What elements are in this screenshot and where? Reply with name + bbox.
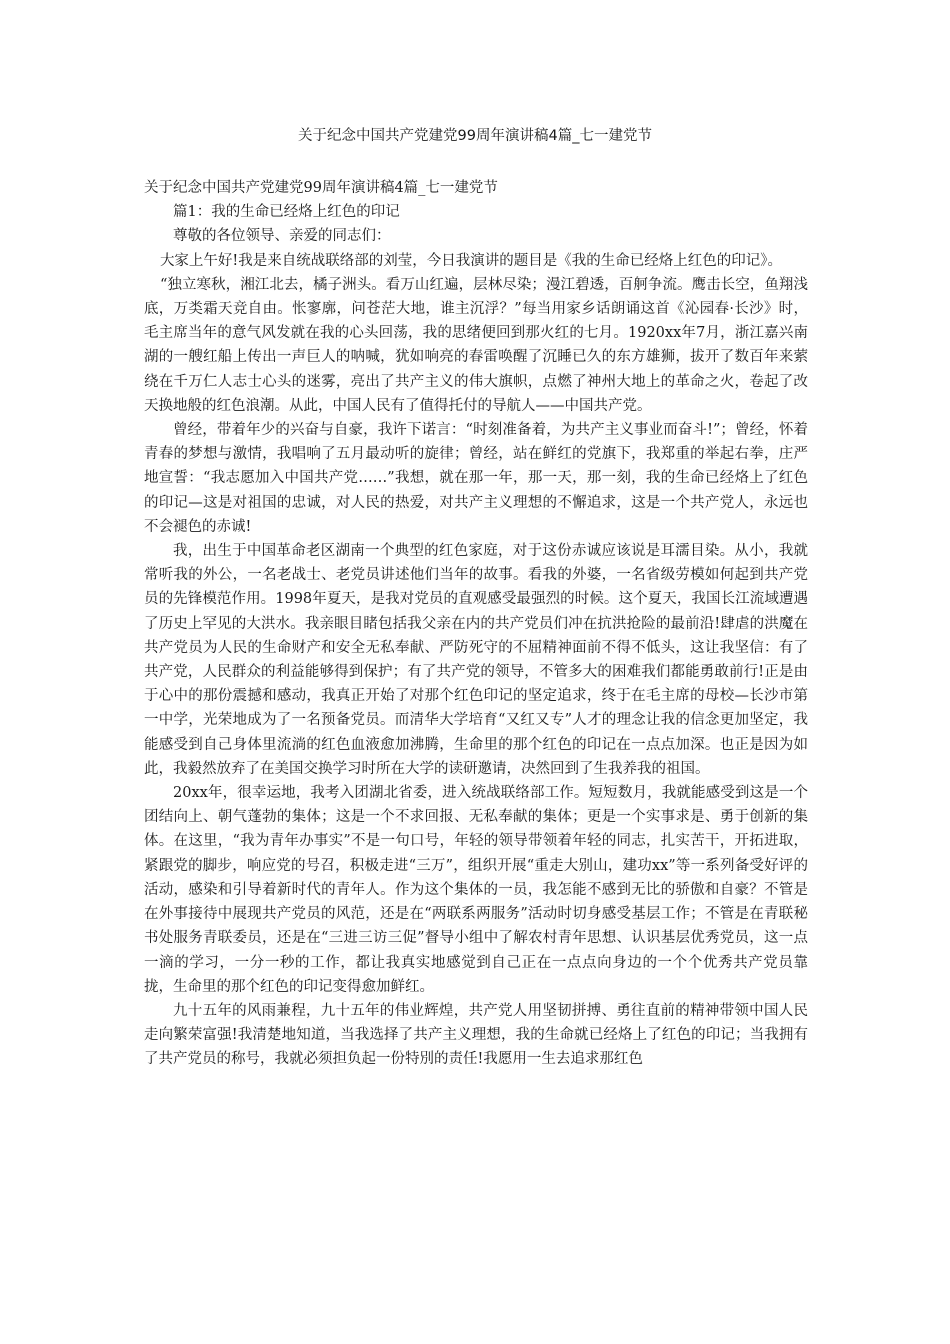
paragraph: 九十五年的风雨兼程，九十五年的伟业辉煌，共产党人用坚韧拼搏、勇往直前的精神带领中国人民走向繁荣富强!我清楚地知道，当我选择了共产主义理想，我的生命就已经烙上了红色的印记；当我拥有了共产党员的称号，我就必须担负起一份特別的责任!我愿用一生去追求那红色 xyxy=(144,1002,808,1068)
paragraph: 曾经，带着年少的兴奋与自豪，我许下诺言：“时刻准备着，为共产主义事业而奋斗!”；曾经，怀着青春的梦想与激情，我唱响了五月最动听的旋律；曾经，站在鲜红的党旗下，我郑重的举起右拳，庄严地宣誓：“我志愿加入中国共产党……”我想，就在那一年，那一天，那一刻，我的生命已经烙上了红色的印记—这是对祖国的忠诚，对人民的热爱，对共产主义理想的不懈追求，这是一个共产党人，永远也不会褪色的赤诚! xyxy=(144,422,808,535)
document-body xyxy=(144,176,808,1072)
salutation: 尊敬的各位领导、亲爱的同志们： xyxy=(173,228,391,245)
paragraph: 我，出生于中国革命老区湖南一个典型的红色家庭，对于这份赤诚应该说是耳濡目染。从小，我就常听我的外公，一名老战士、老党员讲述他们当年的故事。看我的外婆，一名省级劳模如何起到共产党员的先锋模范作用。1998年夏天，是我对党员的直观感受最强烈的时候。这个夏天，我国长江流域遭遇了历史上罕见的大洪水。我亲眼目睹包括我父亲在内的共产党员们冲在抗洪抢险的最前沿!肆虐的洪魔在共产党员为人民的生命财产和安全无私奉献、严防死守的不屈精神面前不得不低头，这让我坚信：有了共产党，人民群众的利益能够得到保护；有了共产党的领导，不管多大的困难我们都能勇敢前行!正是由于心中的那份震撼和感动，我真正开始了对那个红色印记的坚定追求，终于在毛主席的母校—长沙市第一中学，光荣地成为了一名预备党员。而清华大学培育“又红又专”人才的理念让我的信念更加坚定，我能感受到自己身体里流淌的红色血液愈加沸腾，生命里的那个红色的印记在一点点加深。也正是因为如此，我毅然放弃了在美国交换学习时所在大学的读研邀请，决然回到了生我养我的祖国。 xyxy=(144,543,808,777)
paragraph: “独立寒秋，湘江北去，橘子洲头。看万山红遍，层林尽染；漫江碧透，百舸争流。鹰击长空，鱼翔浅底，万类霜天竞自由。怅寥廓，问苍茫大地，谁主沉浮？”每当用家乡话朗诵这首《沁园春·长沙》时，毛主席当年的意气风发就在我的心头回荡，我的思绪便回到那火红的七月。1920xx年7月，浙江嘉兴南湖的一艘红船上传出一声巨人的呐喊，犹如响亮的春雷唤醒了沉睡已久的东方雄狮，拔开了数百年来萦绕在千万仁人志士心头的迷雾，亮出了共产主义的伟大旗帜，点燃了神州大地上的革命之火，卷起了改天换地般的红色浪潮。从此，中国人民有了值得托付的导航人——中国共产党。 xyxy=(144,276,808,414)
paragraph: 20xx年，很幸运地，我考入团湖北省委，进入统战联络部工作。短短数月，我就能感受到这是一个团结向上、朝气蓬勃的集体；这是一个不求回报、无私奉献的集体；更是一个实事求是、勇于创新的集体。在这里，“我为青年办事实”不是一句口号，年轻的领导带领着年轻的同志，扎实苦干，开拓进取，紧跟党的脚步，响应党的号召，积极走进“三万”，组织开展“重走大别山，建功xx”等一系列备受好评的活动，感染和引导着新时代的青年人。作为这个集体的一员，我怎能不感到无比的骄傲和自豪？不管是在外事接待中展现共产党员的风范，还是在“两联系两服务”活动时切身感受基层工作；不管是在青联秘书处服务青联委员，还是在“三进三访三促”督导小组中了解农村青年思想、认识基层优秀党员，这一点一滴的学习，一分一秒的工作，都让我真实地感觉到自己正在一点点向身边的一个个优秀共产党员靠拢，生命里的那个红色的印记变得愈加鲜红。 xyxy=(144,785,808,995)
paragraph: 大家上午好!我是来自统战联络部的刘莹，今日我演讲的题目是《我的生命已经烙上红色的印记》。 xyxy=(159,252,783,269)
section-heading: 篇1：我的生命已经烙上红色的印记 xyxy=(173,204,400,221)
document-subtitle: 关于纪念中国共产党建党99周年演讲稿4篇_七一建党节 xyxy=(144,180,498,196)
document-title: 关于纪念中国共产党建党99周年演讲稿4篇_七一建党节 xyxy=(298,128,652,144)
